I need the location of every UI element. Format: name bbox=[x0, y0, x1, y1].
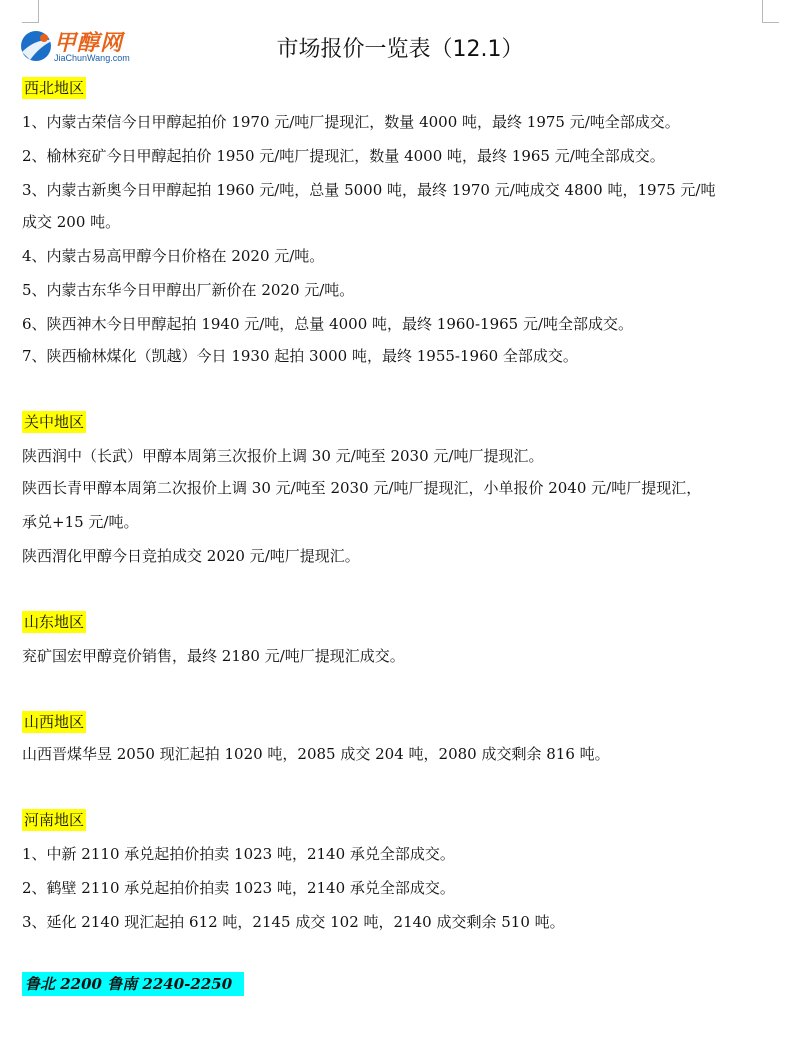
text-line: 6、陕西神木今日甲醇起拍 1940 元/吨，总量 4000 吨，最终 1960-1965 元/吨全部成交。 bbox=[22, 315, 634, 333]
text-line: 1、中新 2110 承兑起拍价拍卖 1023 吨，2140 承兑全部成交。 bbox=[22, 845, 455, 863]
text-line: 5、内蒙古东华今日甲醇出厂新价在 2020 元/吨。 bbox=[22, 281, 355, 299]
text-line: 陕西长青甲醇本周第二次报价上调 30 元/吨至 2030 元/吨厂提现汇，小单报价 2040 元/吨厂提现汇， bbox=[22, 479, 702, 497]
text-line: 山西晋煤华昱 2050 现汇起拍 1020 吨，2085 成交 204 吨，2080 成交剩余 816 吨。 bbox=[22, 745, 610, 763]
text-line: 2、榆林兖矿今日甲醇起拍价 1950 元/吨厂提现汇，数量 4000 吨，最终 1965 元/吨全部成交。 bbox=[22, 147, 665, 165]
text-line: 陕西渭化甲醇今日竞拍成交 2020 元/吨厂提现汇。 bbox=[22, 547, 360, 565]
section-heading-shanxi: 山西地区 bbox=[24, 713, 85, 731]
price-highlight-note: 鲁北 2200 鲁南 2240-2250 bbox=[22, 972, 244, 996]
text-line: 1、内蒙古荣信今日甲醇起拍价 1970 元/吨厂提现汇，数量 4000 吨，最终 1975 元/吨全部成交。 bbox=[22, 113, 680, 131]
section-heading-shandong: 山东地区 bbox=[24, 613, 85, 631]
logo-url: JiaChunWang.com bbox=[54, 53, 130, 63]
text-line: 7、陕西榆林煤化（凯越）今日 1930 起拍 3000 吨，最终 1955-1960 全部成交。 bbox=[22, 347, 578, 365]
section-heading-northwest: 西北地区 bbox=[24, 79, 85, 97]
text-line: 陕西润中（长武）甲醇本周第三次报价上调 30 元/吨至 2030 元/吨厂提现汇。 bbox=[22, 447, 544, 465]
page-corner-mark-right bbox=[762, 0, 779, 23]
text-line: 4、内蒙古易高甲醇今日价格在 2020 元/吨。 bbox=[22, 247, 325, 265]
text-line: 3、内蒙古新奥今日甲醇起拍 1960 元/吨，总量 5000 吨，最终 1970 元/吨成交 4800 吨，1975 元/吨 bbox=[22, 181, 716, 199]
text-line: 3、延化 2140 现汇起拍 612 吨，2145 成交 102 吨，2140 成交剩余 510 吨。 bbox=[22, 913, 565, 931]
section-heading-guanzhong: 关中地区 bbox=[24, 413, 85, 431]
page-title: 市场报价一览表（12.1） bbox=[276, 37, 524, 62]
text-line: 2、鹤壁 2110 承兑起拍价拍卖 1023 吨，2140 承兑全部成交。 bbox=[22, 879, 455, 897]
text-line: 兖矿国宏甲醇竞价销售，最终 2180 元/吨厂提现汇成交。 bbox=[22, 647, 405, 665]
text-line: 成交 200 吨。 bbox=[22, 213, 121, 231]
section-heading-henan: 河南地区 bbox=[24, 811, 85, 829]
page-corner-mark-left bbox=[22, 0, 39, 23]
logo-name: 甲醇网 bbox=[54, 31, 124, 56]
text-line: 承兑+15 元/吨。 bbox=[22, 513, 139, 531]
